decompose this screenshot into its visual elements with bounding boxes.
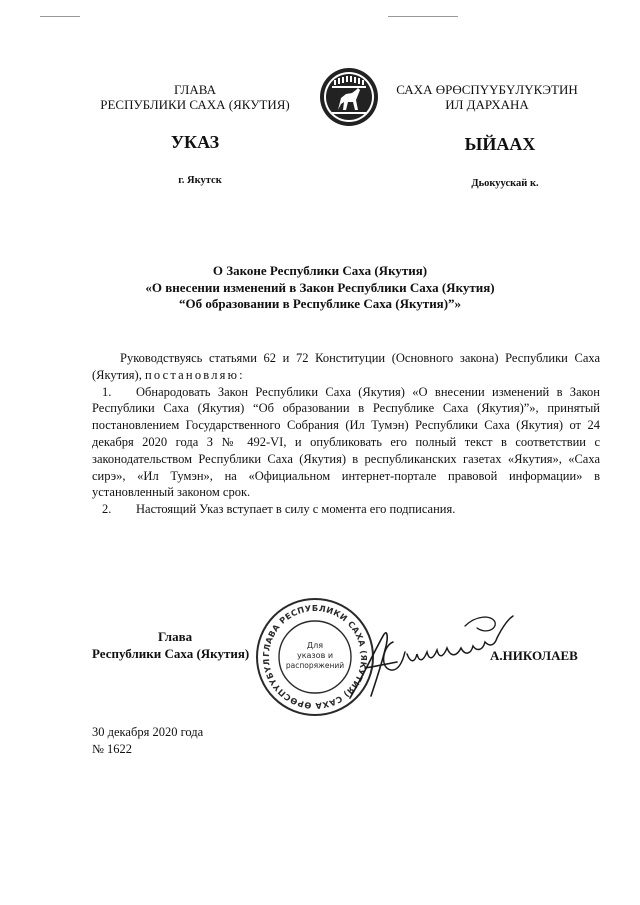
title-line2: «О внесении изменений в Закон Республики Саха (Якутия) bbox=[145, 279, 495, 295]
seal-center-line3: распоряжений bbox=[285, 661, 345, 670]
city-ru: г. Якутск bbox=[178, 175, 222, 186]
header-left-line1: ГЛАВА bbox=[174, 82, 216, 97]
signatory-name: А.НИКОЛАЕВ bbox=[490, 648, 578, 663]
signatory-title-line1: Глава bbox=[158, 629, 193, 644]
document-title bbox=[80, 263, 560, 313]
decree-body bbox=[92, 350, 600, 518]
scan-artifact bbox=[40, 16, 80, 17]
decree-number: № 1622 bbox=[92, 742, 133, 756]
header-right-line1: САХА ӨРӨСПҮҮБҮЛҮКЭТИН bbox=[396, 82, 578, 97]
decree-date: 30 декабря 2020 года bbox=[92, 725, 204, 739]
item-2-number: 2. bbox=[102, 502, 112, 517]
item-1-text: Обнародовать Закон Республики Саха (Якутия) «О внесении изменений в Закон Республики Саха (Якутия) “Об образовании в Республике Саха (Якутия)”», принятый постановлением Государственного Собрания (Ил Тумэн) Республики Саха (Якутия) от 24 декабря 2020 года З № 492-VI, и опубликовать его полный текст в соответствии с законодательством Республики Саха (Якутия) в республиканских газетах «Якутия», «Саха сирэ», «Ил Тумэн», на «Официальном интернет-портале правовой информации» в установленный законом срок. bbox=[92, 384, 600, 500]
item-2-text: Настоящий Указ вступает в силу с момента его подписания. bbox=[136, 502, 456, 517]
scan-artifact bbox=[388, 16, 458, 17]
signatory-title-line2: Республики Саха (Якутия) bbox=[92, 646, 250, 661]
header-left-line2: РЕСПУБЛИКИ САХА (ЯКУТИЯ) bbox=[100, 97, 290, 112]
decree-label-ru: УКАЗ bbox=[170, 132, 220, 152]
seal-ring-text: ГЛАВА РЕСПУБЛИКИ САХА (ЯКУТИЯ) САХА ӨРӨСПҮҮБҮЛ bbox=[260, 602, 370, 712]
decree-date-block bbox=[92, 724, 203, 758]
title-line3: “Об образовании в Республике Саха (Якутия)”» bbox=[178, 296, 462, 311]
title-line1: О Законе Республики Саха (Якутия) bbox=[212, 263, 428, 278]
intro-paragraph bbox=[92, 350, 600, 384]
intro-prefix: Руководствуясь статьями 62 и 72 Конституции (Основного закона) Республики Саха (Якутия), bbox=[92, 351, 600, 382]
item-2 bbox=[92, 501, 600, 518]
seal-center-line1: Для bbox=[306, 641, 324, 650]
header-left bbox=[70, 82, 320, 112]
seal-center-line2: указов и bbox=[296, 651, 334, 660]
intro-resolve: постановляю: bbox=[144, 367, 245, 382]
city-sah: Дьокуускай к. bbox=[471, 178, 539, 189]
coat-of-arms-icon bbox=[318, 66, 380, 128]
decree-label-sah: ЫЙААХ bbox=[464, 134, 536, 154]
item-1-number: 1. bbox=[102, 384, 112, 399]
header-right bbox=[392, 82, 582, 112]
header-right-line2: ИЛ ДАРХАНА bbox=[445, 97, 529, 112]
item-1 bbox=[92, 384, 600, 502]
